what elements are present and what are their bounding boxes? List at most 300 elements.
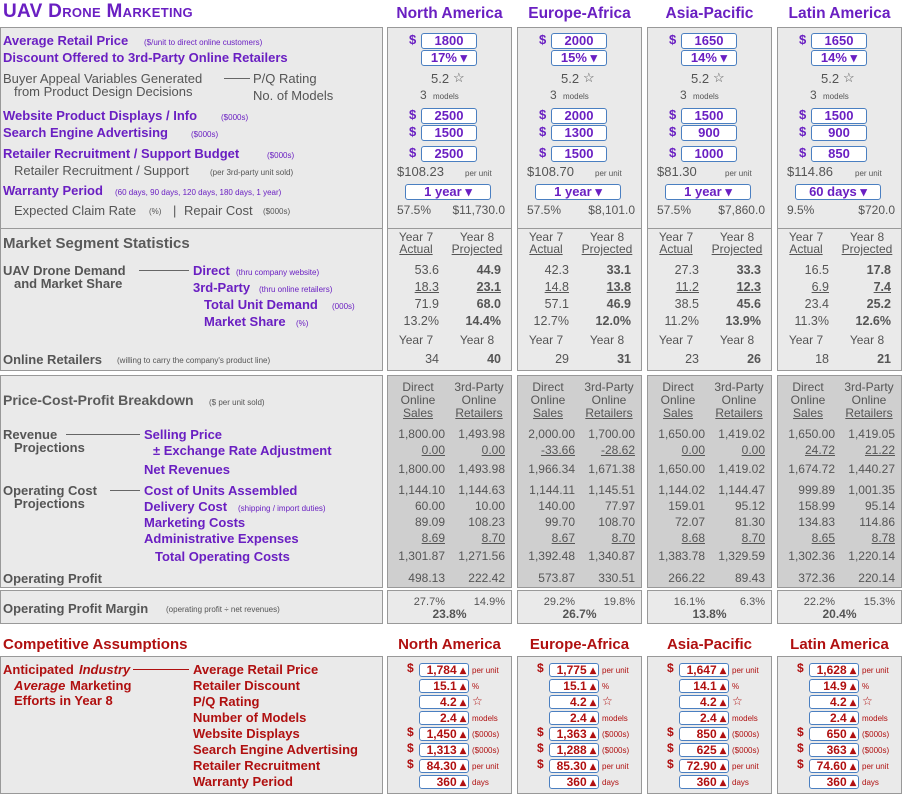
pcp-direct-0-3: 1,144.10 xyxy=(398,483,445,497)
comp-input-3-4[interactable]: 650 ▴ xyxy=(809,727,859,741)
seg-s7-1: 12.7% xyxy=(533,314,569,328)
pcp-direct-0-9: 27.7% xyxy=(413,596,445,608)
hdr-y7-0: Year 7 xyxy=(398,230,434,244)
seg-s7-3: 11.3% xyxy=(794,314,829,328)
pcp-direct-1-4: 140.00 xyxy=(538,499,575,513)
comp-dollar-1-5: $ xyxy=(537,741,544,755)
share-unit: (%) xyxy=(296,319,309,328)
pcp-direct-3-3: 999.89 xyxy=(798,483,835,497)
hdr-direct-1-0: Direct xyxy=(532,380,564,394)
recruit2-label: Retailer Recruitment / Support xyxy=(14,163,189,178)
price-dollar-2: $ xyxy=(669,32,677,47)
online-retailers-label: Online Retailers xyxy=(3,352,102,367)
comp-input-3-5[interactable]: 363 ▴ xyxy=(809,743,859,757)
hdr-third-3-2: Retailers xyxy=(845,406,893,420)
pcp-direct-0-2: 1,800.00 xyxy=(398,462,445,476)
comp-unit-3-0: per unit xyxy=(862,666,889,675)
recruit-label: Retailer Recruitment / Support Budget xyxy=(3,146,240,161)
pcp-third-2-7: 1,329.59 xyxy=(718,549,765,563)
displays-input-3[interactable]: 1500 xyxy=(811,108,867,124)
pcp-third-0-0: 1,493.98 xyxy=(458,427,505,441)
share-label: Market Share xyxy=(204,314,286,329)
recruit-input-0[interactable]: 2500 xyxy=(421,146,477,162)
cost-assembled-label: Cost of Units Assembled xyxy=(144,483,298,498)
margin-unit: (operating profit ÷ net revenues) xyxy=(166,605,280,614)
comp-input-1-7[interactable]: 360 ▴ xyxy=(549,775,599,789)
repair-unit: ($000s) xyxy=(263,207,291,216)
comp-row-4: Website Displays xyxy=(193,726,300,741)
pq-value-2: 5.2 xyxy=(691,71,710,86)
pcp-direct-3-1: 24.72 xyxy=(804,443,835,457)
pcp-third-1-8: 330.51 xyxy=(598,571,635,585)
comp-input-3-7[interactable]: 360 ▴ xyxy=(809,775,859,789)
claim-label: Expected Claim Rate xyxy=(14,203,137,218)
region-header-3: Latin America xyxy=(788,5,891,22)
comp-input-3-3[interactable]: 2.4 ▴ xyxy=(809,711,859,725)
comp-input-1-5[interactable]: 1,288 ▴ xyxy=(549,743,599,757)
pcp-third-1-0: 1,700.00 xyxy=(588,427,635,441)
comp-input-2-2[interactable]: 4.2 ▴ xyxy=(679,695,729,709)
pcp-third-1-7: 1,340.87 xyxy=(588,549,635,563)
seg-r7-3: 18 xyxy=(815,352,829,366)
models-value-0: 3 xyxy=(420,88,427,102)
demand-label-2: and Market Share xyxy=(14,276,123,291)
marketing-label: Marketing Costs xyxy=(144,515,246,530)
pcp-third-1-9: 19.8% xyxy=(603,596,635,608)
sea-unit: ($000s) xyxy=(191,130,219,139)
comp-input-2-5[interactable]: 625 ▴ xyxy=(679,743,729,757)
hdr-y8b-3: Projected xyxy=(841,242,893,256)
per-unit-label-1: per unit xyxy=(595,169,622,178)
industry-label: Industry xyxy=(79,662,131,677)
hdr-third-3-0: 3rd-Party xyxy=(844,380,894,394)
comp-input-1-2[interactable]: 4.2 ▴ xyxy=(549,695,599,709)
demand-label-1: UAV Drone Demand xyxy=(3,263,126,278)
comp-input-3-6[interactable]: 74.60 ▴ xyxy=(809,759,859,773)
seg-u8-0: 68.0 xyxy=(476,297,501,311)
comp-row-6: Retailer Recruitment xyxy=(193,758,321,773)
warranty-select-1[interactable]: 1 year ▾ xyxy=(535,184,621,200)
third-label: 3rd-Party xyxy=(193,280,251,295)
pcp-third-3-8: 220.14 xyxy=(858,571,895,585)
seg-u8-1: 46.9 xyxy=(606,297,631,311)
discount-select-2[interactable]: 14% ▾ xyxy=(681,50,737,66)
repair-cost-2: $7,860.0 xyxy=(718,203,765,217)
margin-overall-2: 13.8% xyxy=(692,607,727,621)
anticipated-label: Anticipated xyxy=(3,662,74,677)
pcp-third-0-3: 1,144.63 xyxy=(458,483,505,497)
seg-r7-2: 23 xyxy=(685,352,699,366)
efforts-label: Efforts in Year 8 xyxy=(14,693,113,708)
pcp-third-3-9: 15.3% xyxy=(863,596,895,608)
total-demand-label: Total Unit Demand xyxy=(204,297,318,312)
pcp-third-3-3: 1,001.35 xyxy=(848,483,895,497)
pcp-direct-3-2: 1,674.72 xyxy=(788,462,835,476)
comp-input-2-4[interactable]: 850 ▴ xyxy=(679,727,729,741)
price-input-3[interactable]: 1650 xyxy=(811,33,867,49)
sea-input-1[interactable]: 1300 xyxy=(551,125,607,141)
comp-row-1: Retailer Discount xyxy=(193,678,300,693)
region-header-1: Europe-Africa xyxy=(528,5,631,22)
pcp-third-2-9: 6.3% xyxy=(739,596,765,608)
comp-unit-3-4: ($000s) xyxy=(862,730,890,739)
margin-label: Operating Profit Margin xyxy=(3,601,149,616)
pq-label: P/Q Rating xyxy=(253,71,317,86)
pcp-direct-3-8: 372.36 xyxy=(798,571,835,585)
demand-connector xyxy=(139,270,189,271)
sea-input-3[interactable]: 900 xyxy=(811,125,867,141)
per-unit-label-2: per unit xyxy=(725,169,752,178)
seg-d8-2: 33.3 xyxy=(736,263,761,277)
comp-unit-3-6: per unit xyxy=(862,762,889,771)
star-icon: ☆ xyxy=(713,70,725,85)
per-unit-label-3: per unit xyxy=(855,169,882,178)
per-unit-value-0: $108.23 xyxy=(397,164,444,179)
pcp-third-0-6: 8.70 xyxy=(481,531,505,545)
revenue-label-2: Projections xyxy=(14,440,85,455)
hdr-y8-1: Year 8 xyxy=(589,230,625,244)
recruit-dollar-1: $ xyxy=(539,145,547,160)
warranty-select-2[interactable]: 1 year ▾ xyxy=(665,184,751,200)
star-icon: ☆ xyxy=(453,70,465,85)
seg-s7-2: 11.2% xyxy=(664,314,699,328)
price-input-1[interactable]: 2000 xyxy=(551,33,607,49)
region-header-2: Asia-Pacific xyxy=(665,5,754,22)
hdr-y8-2: Year 8 xyxy=(719,230,755,244)
comp-dollar-2-6: $ xyxy=(667,757,674,771)
sea-input-0[interactable]: 1500 xyxy=(421,125,477,141)
seg-r8-1: 31 xyxy=(617,352,631,366)
pcp-direct-3-7: 1,302.36 xyxy=(788,549,835,563)
hdr-direct-0-2: Sales xyxy=(402,406,434,420)
pcp-third-0-5: 108.23 xyxy=(468,515,505,529)
price-dollar-3: $ xyxy=(799,32,807,47)
claim-unit: (%) xyxy=(149,207,162,216)
hdr-y7b-3: Actual xyxy=(789,242,823,256)
seg-u7-1: 57.1 xyxy=(544,297,569,311)
displays-input-0[interactable]: 2500 xyxy=(421,108,477,124)
pcp-third-0-9: 14.9% xyxy=(473,596,505,608)
comp-input-2-3[interactable]: 2.4 ▴ xyxy=(679,711,729,725)
comp-input-1-3[interactable]: 2.4 ▴ xyxy=(549,711,599,725)
comp-input-0-7[interactable]: 360 ▴ xyxy=(419,775,469,789)
comp-dollar-3-4: $ xyxy=(797,725,804,739)
comp-connector xyxy=(133,669,189,670)
comp-unit-1-5: ($000s) xyxy=(602,746,630,755)
recruit-input-3[interactable]: 850 xyxy=(811,146,867,162)
pcp-direct-1-2: 1,966.34 xyxy=(528,462,575,476)
comp-unit-0-3: models xyxy=(472,714,498,723)
recruit-input-1[interactable]: 1500 xyxy=(551,146,607,162)
seg-t7-2: 11.2 xyxy=(675,280,699,294)
displays-input-2[interactable]: 1500 xyxy=(681,108,737,124)
average-label: Average xyxy=(14,678,66,693)
recruit-dollar-0: $ xyxy=(409,145,417,160)
seg-t7-1: 14.8 xyxy=(544,280,569,294)
seg-d7-3: 16.5 xyxy=(804,263,829,277)
star-icon: ☆ xyxy=(472,694,483,708)
sea-dollar-0: $ xyxy=(409,124,417,139)
pcp-third-0-1: 0.00 xyxy=(481,443,505,457)
appeal-connector xyxy=(224,78,250,79)
appeal-label-1: Buyer Appeal Variables Generated xyxy=(3,71,203,86)
pcp-third-0-4: 10.00 xyxy=(474,499,505,513)
comp-unit-0-4: ($000s) xyxy=(472,730,500,739)
hdr-third-1-1: Online xyxy=(591,393,627,407)
comp-unit-1-7: days xyxy=(602,778,619,787)
comp-region-header-1: Europe-Africa xyxy=(529,636,630,653)
models-label: No. of Models xyxy=(253,88,334,103)
pcp-direct-0-5: 89.09 xyxy=(414,515,445,529)
hdr-third-3-1: Online xyxy=(851,393,887,407)
seg-s8-1: 12.0% xyxy=(595,314,631,328)
comp-input-0-0[interactable]: 1,784 ▴ xyxy=(419,663,469,677)
per-unit-value-1: $108.70 xyxy=(527,164,574,179)
comp-region-header-3: Latin America xyxy=(790,636,889,653)
pcp-third-2-5: 81.30 xyxy=(734,515,765,529)
comp-unit-0-7: days xyxy=(472,778,489,787)
models-unit-1: models xyxy=(563,92,589,101)
hdr2-y7-3: Year 7 xyxy=(788,333,824,347)
pcp-third-2-6: 8.70 xyxy=(741,531,765,545)
comp-dollar-2-4: $ xyxy=(667,725,674,739)
warranty-select-0[interactable]: 1 year ▾ xyxy=(405,184,491,200)
displays-label: Website Product Displays / Info xyxy=(3,108,198,123)
per-unit-value-3: $114.86 xyxy=(787,164,834,179)
comp-input-1-6[interactable]: 85.30 ▴ xyxy=(549,759,599,773)
comp-input-1-1[interactable]: 15.1 ▴ xyxy=(549,679,599,693)
app-title: UAV Drone Marketing xyxy=(3,1,193,22)
comp-input-0-3[interactable]: 2.4 ▴ xyxy=(419,711,469,725)
comp-unit-2-1: % xyxy=(732,682,740,691)
claim-rate-2: 57.5% xyxy=(657,203,692,217)
discount-select-1[interactable]: 15% ▾ xyxy=(551,50,607,66)
comp-input-2-1[interactable]: 14.1 ▴ xyxy=(679,679,729,693)
opcost-label-1: Operating Cost xyxy=(3,483,97,498)
pcp-direct-1-5: 99.70 xyxy=(544,515,575,529)
per-unit-label-0: per unit xyxy=(465,169,492,178)
hdr-direct-3-2: Sales xyxy=(792,406,824,420)
pcp-direct-1-0: 2,000.00 xyxy=(528,427,575,441)
star-icon: ☆ xyxy=(732,694,743,708)
comp-unit-1-1: % xyxy=(602,682,610,691)
hdr-third-2-0: 3rd-Party xyxy=(714,380,764,394)
seg-u8-2: 45.6 xyxy=(736,297,761,311)
seg-t7-3: 6.9 xyxy=(811,280,829,294)
hdr-third-1-0: 3rd-Party xyxy=(584,380,634,394)
pcp-third-3-4: 95.14 xyxy=(864,499,895,513)
sea-dollar-2: $ xyxy=(669,124,677,139)
discount-label: Discount Offered to 3rd-Party Online Retailers xyxy=(3,50,288,65)
comp-input-0-1[interactable]: 15.1 ▴ xyxy=(419,679,469,693)
star-icon: ☆ xyxy=(583,70,595,85)
pcp-third-1-2: 1,671.38 xyxy=(588,462,635,476)
comp-input-2-7[interactable]: 360 ▴ xyxy=(679,775,729,789)
comp-input-0-6[interactable]: 84.30 ▴ xyxy=(419,759,469,773)
pcp-direct-3-0: 1,650.00 xyxy=(788,427,835,441)
comp-input-0-5[interactable]: 1,313 ▴ xyxy=(419,743,469,757)
comp-dollar-0-6: $ xyxy=(407,757,414,771)
pcp-direct-1-8: 573.87 xyxy=(538,571,575,585)
pcp-third-0-2: 1,493.98 xyxy=(458,462,505,476)
pcp-third-3-7: 1,220.14 xyxy=(848,549,895,563)
opcost-connector xyxy=(110,490,140,491)
comp-dollar-0-0: $ xyxy=(407,661,414,675)
seg-u7-0: 71.9 xyxy=(414,297,439,311)
sea-dollar-3: $ xyxy=(799,124,807,139)
star-icon: ☆ xyxy=(862,694,873,708)
hdr-third-2-1: Online xyxy=(721,393,757,407)
comp-unit-0-6: per unit xyxy=(472,762,499,771)
per-unit-value-2: $81.30 xyxy=(657,164,697,179)
hdr-y8b-2: Projected xyxy=(711,242,763,256)
hdr-y8-0: Year 8 xyxy=(459,230,495,244)
comp-input-2-6[interactable]: 72.90 ▴ xyxy=(679,759,729,773)
hdr-y7b-1: Actual xyxy=(529,242,563,256)
comp-dollar-0-4: $ xyxy=(407,725,414,739)
sea-input-2[interactable]: 900 xyxy=(681,125,737,141)
fx-label: ± Exchange Rate Adjustment xyxy=(153,443,332,458)
seg-s7-0: 13.2% xyxy=(403,314,439,328)
comp-input-2-0[interactable]: 1,647 ▴ xyxy=(679,663,729,677)
price-dollar-1: $ xyxy=(539,32,547,47)
displays-dollar-3: $ xyxy=(799,107,807,122)
pcp-third-1-4: 77.97 xyxy=(604,499,635,513)
hdr-y7-2: Year 7 xyxy=(658,230,694,244)
discount-select-0[interactable]: 17% ▾ xyxy=(421,50,477,66)
hdr-direct-0-0: Direct xyxy=(402,380,434,394)
pcp-direct-2-0: 1,650.00 xyxy=(658,427,705,441)
pcp-direct-3-9: 22.2% xyxy=(803,596,835,608)
discount-select-3[interactable]: 14% ▾ xyxy=(811,50,867,66)
comp-input-1-0[interactable]: 1,775 ▴ xyxy=(549,663,599,677)
seg-r8-0: 40 xyxy=(487,352,501,366)
hdr-third-0-0: 3rd-Party xyxy=(454,380,504,394)
price-dollar-0: $ xyxy=(409,32,417,47)
repair-cost-1: $8,101.0 xyxy=(588,203,635,217)
hdr2-y7-0: Year 7 xyxy=(398,333,434,347)
comp-input-0-4[interactable]: 1,450 ▴ xyxy=(419,727,469,741)
margin-overall-0: 23.8% xyxy=(432,607,467,621)
repair-label: Repair Cost xyxy=(184,203,253,218)
hdr2-y8-0: Year 8 xyxy=(459,333,495,347)
comp-input-3-1[interactable]: 14.9 ▴ xyxy=(809,679,859,693)
pcp-third-1-1: -28.62 xyxy=(600,443,635,457)
revenue-connector xyxy=(66,434,140,435)
hdr-direct-1-2: Sales xyxy=(532,406,564,420)
revenue-label-1: Revenue xyxy=(3,427,58,442)
pcp-direct-2-3: 1,144.02 xyxy=(658,483,705,497)
displays-dollar-1: $ xyxy=(539,107,547,122)
pcp-direct-1-1: -33.66 xyxy=(540,443,575,457)
hdr-direct-3-1: Online xyxy=(790,393,826,407)
pcp-direct-0-4: 60.00 xyxy=(414,499,445,513)
price-input-2[interactable]: 1650 xyxy=(681,33,737,49)
opcost-label-2: Projections xyxy=(14,496,85,511)
comp-row-3: Number of Models xyxy=(193,710,307,725)
claim-sep: | xyxy=(173,203,177,218)
pcp-third-2-2: 1,419.02 xyxy=(718,462,765,476)
comp-unit-3-3: models xyxy=(862,714,888,723)
comp-unit-2-6: per unit xyxy=(732,762,759,771)
pcp-third-2-4: 95.12 xyxy=(734,499,765,513)
seg-t8-3: 7.4 xyxy=(873,280,891,294)
pcp-third-3-1: 21.22 xyxy=(864,443,895,457)
comp-input-3-0[interactable]: 1,628 ▴ xyxy=(809,663,859,677)
comp-unit-1-4: ($000s) xyxy=(602,730,630,739)
recruit-dollar-2: $ xyxy=(669,145,677,160)
hdr-third-0-1: Online xyxy=(461,393,497,407)
claim-rate-3: 9.5% xyxy=(787,203,815,217)
comp-input-1-4[interactable]: 1,363 ▴ xyxy=(549,727,599,741)
hdr-direct-3-0: Direct xyxy=(792,380,824,394)
net-revenue-label: Net Revenues xyxy=(144,462,230,477)
hdr-direct-2-0: Direct xyxy=(662,380,694,394)
comp-dollar-3-0: $ xyxy=(797,661,804,675)
hdr-y7-3: Year 7 xyxy=(788,230,824,244)
seg-d8-3: 17.8 xyxy=(866,263,891,277)
pcp-third-3-5: 114.86 xyxy=(859,515,895,529)
pcp-third-2-8: 89.43 xyxy=(734,571,765,585)
hdr-y8-3: Year 8 xyxy=(849,230,885,244)
pcp-direct-0-6: 8.69 xyxy=(421,531,445,545)
comp-input-0-2[interactable]: 4.2 ▴ xyxy=(419,695,469,709)
pcp-third-0-8: 222.42 xyxy=(468,571,505,585)
seg-u8-3: 25.2 xyxy=(866,297,891,311)
seg-u7-2: 38.5 xyxy=(674,297,699,311)
comp-row-5: Search Engine Advertising xyxy=(193,742,358,757)
marketing-word-label: Marketing xyxy=(70,678,132,693)
pcp-third-0-7: 1,271.56 xyxy=(458,549,505,563)
models-value-3: 3 xyxy=(810,88,817,102)
pcp-direct-1-7: 1,392.48 xyxy=(528,549,575,563)
price-input-0[interactable]: 1800 xyxy=(421,33,477,49)
retail-price-label: Average Retail Price xyxy=(3,33,129,48)
comp-input-3-2[interactable]: 4.2 ▴ xyxy=(809,695,859,709)
comp-title: Competitive Assumptions xyxy=(3,636,188,653)
seg-s8-0: 14.4% xyxy=(465,314,501,328)
pcp-direct-0-8: 498.13 xyxy=(408,571,445,585)
hdr-direct-1-1: Online xyxy=(530,393,566,407)
comp-unit-3-5: ($000s) xyxy=(862,746,890,755)
direct-unit: (thru company website) xyxy=(236,268,320,277)
hdr-third-2-2: Retailers xyxy=(715,406,763,420)
comp-row-7: Warranty Period xyxy=(193,774,293,789)
seg-t8-1: 13.8 xyxy=(606,280,631,294)
seg-r7-0: 34 xyxy=(425,352,439,366)
delivery-label: Delivery Cost xyxy=(144,499,228,514)
pcp-direct-2-5: 72.07 xyxy=(674,515,705,529)
comp-unit-2-4: ($000s) xyxy=(732,730,760,739)
pcp-title: Price-Cost-Profit Breakdown xyxy=(3,392,194,408)
pcp-direct-1-9: 29.2% xyxy=(543,596,575,608)
repair-cost-0: $11,730.0 xyxy=(452,203,505,217)
pcp-direct-2-8: 266.22 xyxy=(668,571,705,585)
seg-r8-2: 26 xyxy=(747,352,761,366)
recruit-unit: ($000s) xyxy=(267,151,295,160)
warranty-select-3[interactable]: 60 days ▾ xyxy=(795,184,881,200)
pcp-direct-3-6: 8.65 xyxy=(811,531,835,545)
comp-unit-0-5: ($000s) xyxy=(472,746,500,755)
warranty-unit: (60 days, 90 days, 120 days, 180 days, 1 year) xyxy=(115,188,282,197)
comp-dollar-1-0: $ xyxy=(537,661,544,675)
recruit-input-2[interactable]: 1000 xyxy=(681,146,737,162)
hdr-third-1-2: Retailers xyxy=(585,406,633,420)
displays-input-1[interactable]: 2000 xyxy=(551,108,607,124)
seg-d8-1: 33.1 xyxy=(606,263,631,277)
warranty-label: Warranty Period xyxy=(3,183,103,198)
seg-s8-3: 12.6% xyxy=(855,314,891,328)
